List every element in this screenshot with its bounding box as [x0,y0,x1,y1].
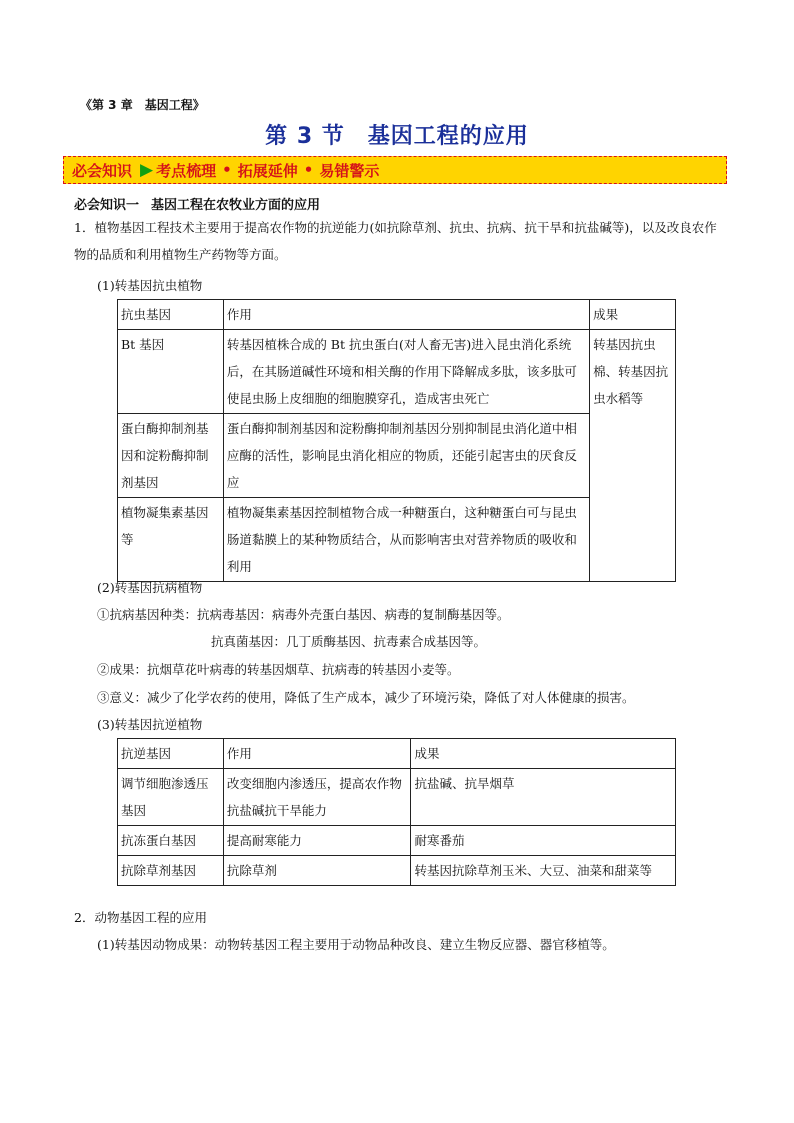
function-cell: 提高耐寒能力 [223,826,411,856]
paragraph-plant-engineering: 1．植物基因工程技术主要用于提高农作物的抗逆能力(如抗除草剂、抗虫、抗病、抗干旱和抗盐碱等)，以及改良农作物的品质和利用植物生产药物等方面。 [74,220,717,262]
gene-cell: 植物凝集素基因等 [118,498,224,582]
table-row [118,826,676,856]
paragraph-animal-engineering: 2．动物基因工程的应用 [74,910,207,925]
page-title: 第 3 节 基因工程的应用 [265,124,529,149]
banner-item: 拓展延伸 [237,161,298,180]
table-header-cell: 成果 [590,300,676,330]
table-header-cell: 作用 [223,739,411,769]
insect-resistance-table [117,299,676,582]
function-cell: 植物凝集素基因控制植物合成一种糖蛋白，这种糖蛋白可与昆虫肠道黏膜上的某种物质结合，从而影响害虫对营养物质的吸收和利用 [223,498,589,582]
table-row [118,330,676,414]
table-header-row [118,300,676,330]
function-cell: 蛋白酶抑制剂基因和淀粉酶抑制剂基因分别抑制昆虫消化道中相应酶的活性，影响昆虫消化相应的物质，还能引起害虫的厌食反应 [223,414,589,498]
result-cell: 转基因抗虫棉、转基因抗虫水稻等 [590,330,676,582]
table-header-row [118,739,676,769]
play-arrow-icon: ▶ [140,160,154,180]
section-label: 必会知识一 [74,198,140,213]
banner-main-label: 必会知识 [72,161,133,180]
banner-item: 考点梳理 [156,161,217,180]
result-cell: 抗盐碱、抗旱烟草 [411,769,676,826]
table-header-cell: 抗逆基因 [118,739,224,769]
table-header-cell: 抗虫基因 [118,300,224,330]
section-heading [74,194,320,213]
gene-cell: 抗冻蛋白基因 [118,826,224,856]
subheading-disease-resistant: (2)转基因抗病植物 [97,580,203,595]
disease-gene-types: ①抗病基因种类：抗病毒基因：病毒外壳蛋白基因、病毒的复制酶基因等。 [97,607,510,622]
chapter-label: 《第 3 章 基因工程》 [80,98,205,112]
table-row [118,769,676,826]
function-cell: 转基因植株合成的 Bt 抗虫蛋白(对人畜无害)进入昆虫消化系统后，在其肠道碱性环境和相关酶的作用下降解成多肽，该多肽可使昆虫肠上皮细胞的细胞膜穿孔，造成害虫死亡 [223,330,589,414]
gene-cell: 蛋白酶抑制剂基因和淀粉酶抑制剂基因 [118,414,224,498]
subheading-stress-resistant: (3)转基因抗逆植物 [97,717,203,732]
gene-cell: 调节细胞渗透压基因 [118,769,224,826]
table-header-cell: 成果 [411,739,676,769]
result-cell: 耐寒番茄 [411,826,676,856]
stress-resistance-table [117,738,676,886]
gene-cell: Bt 基因 [118,330,224,414]
gene-cell: 抗除草剂基因 [118,856,224,886]
banner-separator: • [303,161,314,179]
table-header-cell: 作用 [223,300,589,330]
banner-item: 易错警示 [319,161,380,180]
section-title: 基因工程在农牧业方面的应用 [151,198,321,213]
table-row [118,856,676,886]
antifungal-genes: 抗真菌基因：几丁质酶基因、抗毒素合成基因等。 [211,634,487,649]
function-cell: 改变细胞内渗透压，提高农作物抗盐碱抗干旱能力 [223,769,411,826]
subheading-insect-resistant: (1)转基因抗虫植物 [97,278,203,293]
result-cell: 转基因抗除草剂玉米、大豆、油菜和甜菜等 [411,856,676,886]
banner-separator: • [222,161,232,179]
disease-results: ②成果：抗烟草花叶病毒的转基因烟草、抗病毒的转基因小麦等。 [97,662,460,677]
knowledge-banner [63,156,727,184]
function-cell: 抗除草剂 [223,856,411,886]
animal-results: (1)转基因动物成果：动物转基因工程主要用于动物品种改良、建立生物反应器、器官移植等。 [97,937,615,952]
disease-significance: ③意义：减少了化学农药的使用，降低了生产成本，减少了环境污染，降低了对人体健康的损害。 [97,690,635,705]
